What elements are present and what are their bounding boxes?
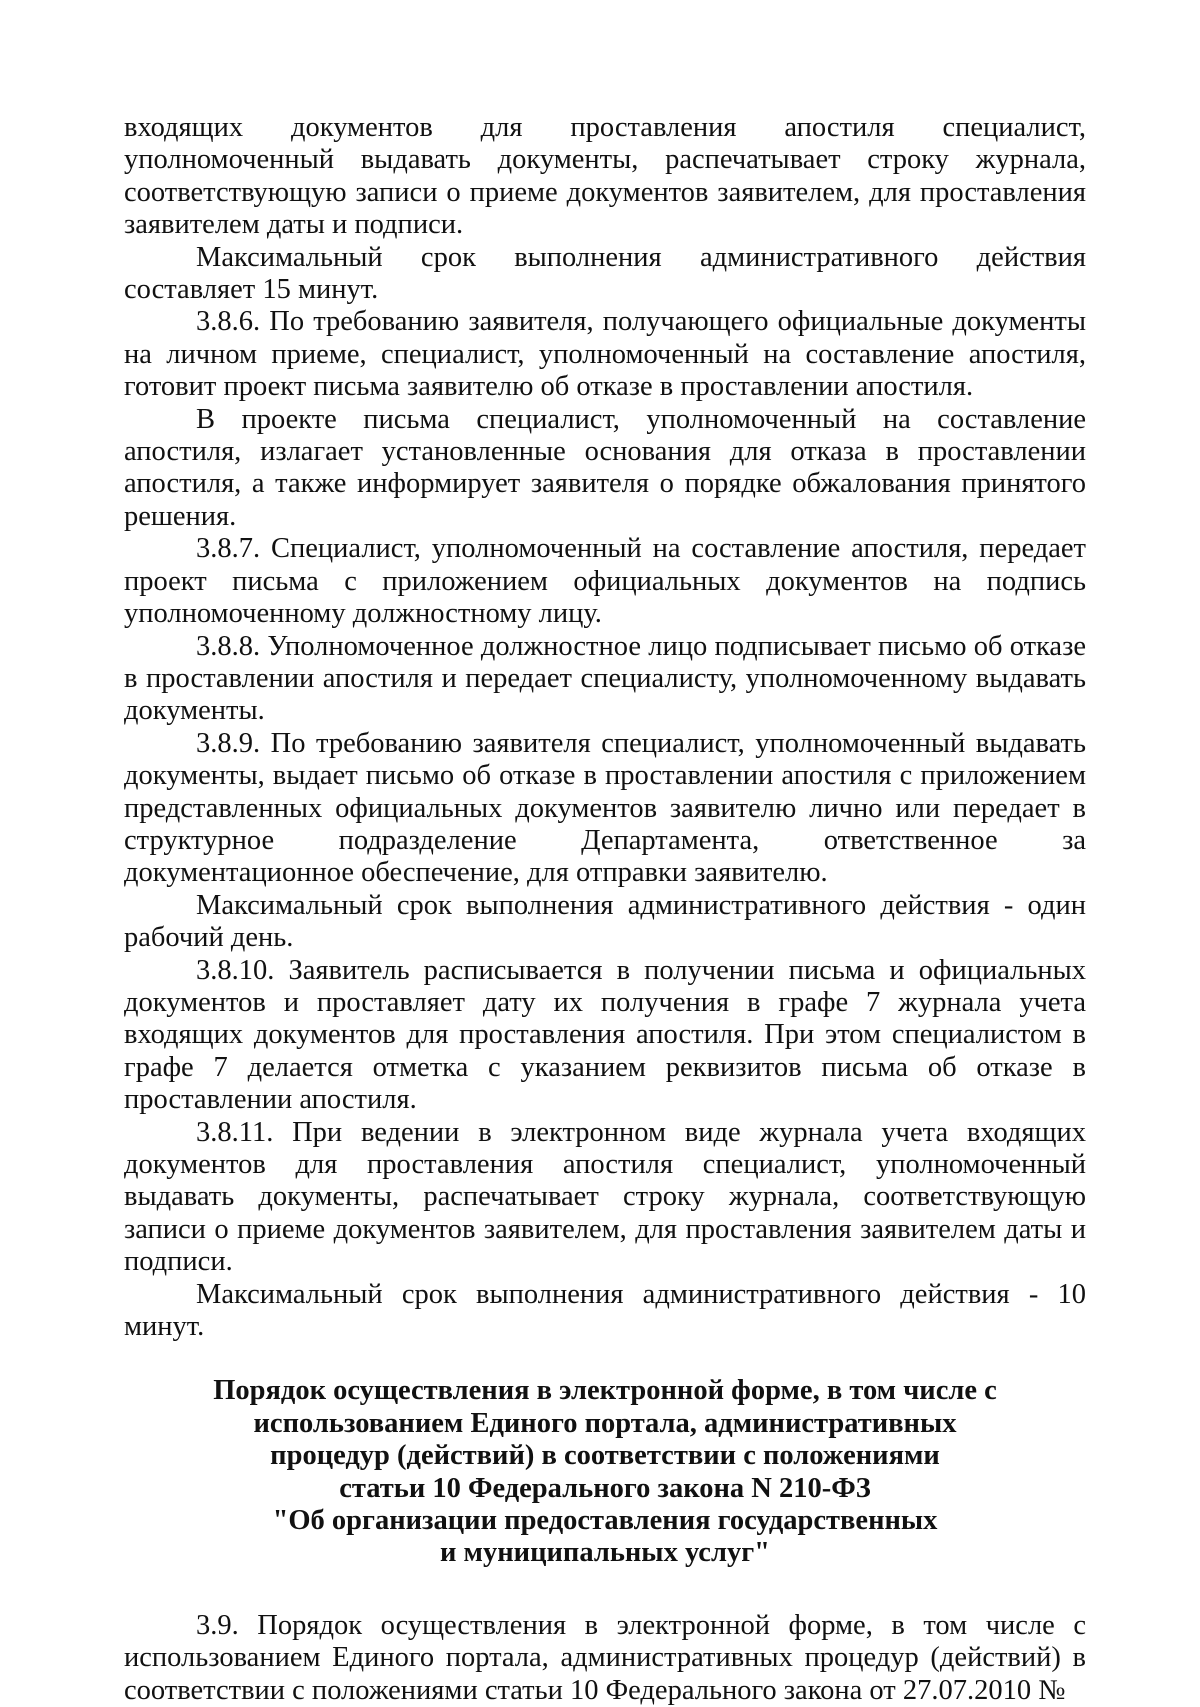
paragraph-3-8-11: 3.8.11. При ведении в электронном виде журнала учета входящих документов для проставления апостиля специалист, уполномоченный выдавать документы, распечатывает строку журнала, соответствующую записи о приеме документов заявителем, для проставления заявителем даты и подписи.	[124, 1116, 1086, 1278]
paragraph-3-9: 3.9. Порядок осуществления в электронной форме, в том числе с использованием Единого портала, административных процедур (действий) в соответствии с положениями статьи 10 Федерального закона от 27.07.2010 №	[124, 1609, 1086, 1706]
paragraph-3-8-7: 3.8.7. Специалист, уполномоченный на составление апостиля, передает проект письма с приложением официальных документов на подпись уполномоченному должностному лицу.	[124, 533, 1086, 630]
paragraph-3-8-10: 3.8.10. Заявитель расписывается в получении письма и официальных документов и проставляет дату их получения в графе 7 журнала учета входящих документов для проставления апостиля. При этом специалистом в графе 7 делается отметка с указанием реквизитов письма об отказе в проставлении апостиля.	[124, 954, 1086, 1116]
paragraph-continuation: входящих документов для проставления апостиля специалист, уполномоченный выдавать документы, распечатывает строку журнала, соответствующую записи о приеме документов заявителем, для проставления заявителем даты и подписи.	[124, 112, 1086, 241]
document-page	[124, 112, 1086, 1707]
heading-line: Порядок осуществления в электронной форме, в том числе с	[213, 1375, 997, 1407]
heading-line: "Об организации предоставления государственных	[272, 1505, 938, 1537]
paragraph-3-8-9: 3.8.9. По требованию заявителя специалист, уполномоченный выдавать документы, выдает письмо об отказе в проставлении апостиля с приложением представленных официальных документов заявителю лично или передает в структурное подразделение Департамента, ответственное за документационное обеспечение, для отправки заявителю.	[124, 727, 1086, 889]
paragraph-max-time-10: Максимальный срок выполнения административного действия - 10 минут.	[124, 1278, 1086, 1343]
heading-line: использованием Единого портала, административных	[253, 1407, 957, 1439]
paragraph-max-time-15: Максимальный срок выполнения административного действия составляет 15 минут.	[124, 241, 1086, 306]
section-heading	[124, 1375, 1086, 1569]
heading-line: статьи 10 Федерального закона N 210-ФЗ	[339, 1472, 871, 1504]
heading-line: процедур (действий) в соответствии с положениями	[270, 1440, 940, 1472]
paragraph-3-8-6: 3.8.6. По требованию заявителя, получающего официальные документы на личном приеме, специалист, уполномоченный на составление апостиля, готовит проект письма заявителю об отказе в проставлении апостиля.	[124, 306, 1086, 403]
paragraph-letter-draft: В проекте письма специалист, уполномоченный на составление апостиля, излагает установленные основания для отказа в проставлении апостиля, а также информирует заявителя о порядке обжалования принятого решения.	[124, 403, 1086, 532]
paragraph-3-8-8: 3.8.8. Уполномоченное должностное лицо подписывает письмо об отказе в проставлении апостиля и передает специалисту, уполномоченному выдавать документы.	[124, 630, 1086, 727]
paragraph-max-time-one-day: Максимальный срок выполнения административного действия - один рабочий день.	[124, 889, 1086, 954]
heading-line: и муниципальных услуг"	[440, 1537, 770, 1569]
